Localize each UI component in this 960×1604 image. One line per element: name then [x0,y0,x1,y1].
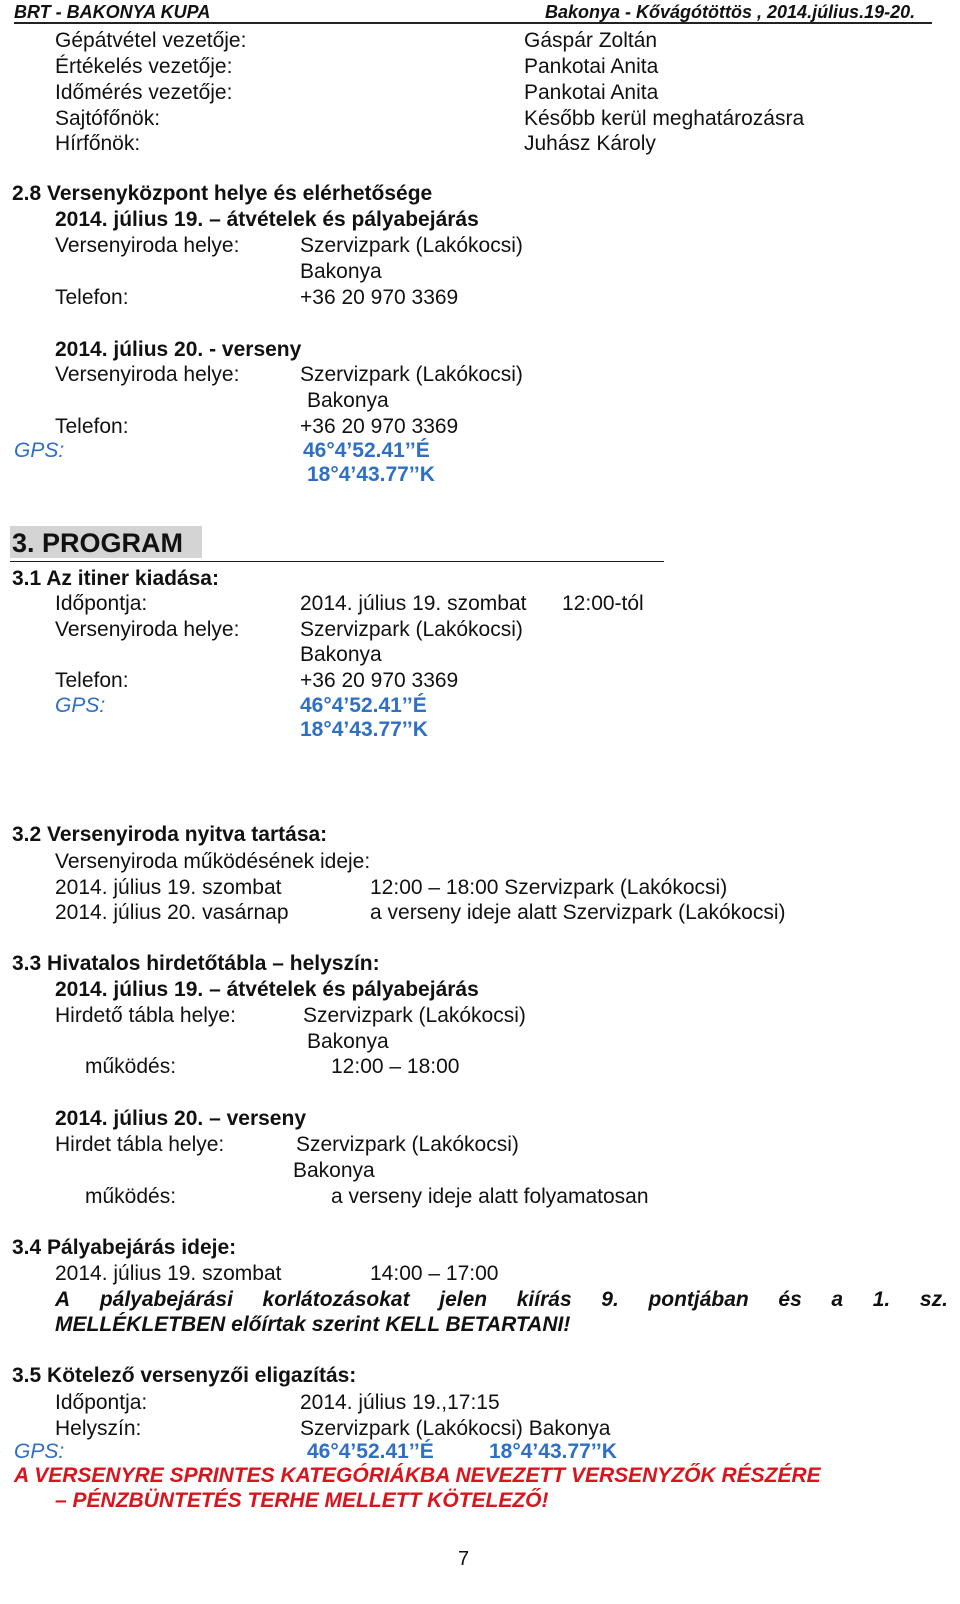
header-right: Bakonya - Kővágótöttös , 2014.július.19-20. [545,2,916,22]
phone-label: Telefon: [55,415,129,438]
phone-label: Telefon: [55,286,129,309]
official-role: Hírfőnök: [55,132,141,155]
header-left: BRT - BAKONYA KUPA [14,2,211,22]
gps-latitude: 46°4’52.41’’É [307,1440,434,1463]
section-2-8-title: 2.8 Versenyközpont helye és elérhetősége [12,182,433,205]
operation-label: működés: [85,1055,177,1078]
office-city: Bakonya [307,389,389,412]
official-name: Gáspár Zoltán [524,29,658,52]
phone-value: +36 20 970 3369 [300,669,459,692]
gps-label: GPS: [14,439,65,462]
briefing-place-value: Szervizpark (Lakókocsi) Bakonya [300,1417,611,1440]
office-hours-info: 12:00 – 18:00 Szervizpark (Lakókocsi) [370,876,728,899]
time-value: 2014. július 19. szombat [300,592,527,615]
board-label: Hirdet tábla helye: [55,1133,225,1156]
section-3-2-title: 3.2 Versenyiroda nyitva tartása: [12,823,328,846]
day2-heading: 2014. július 20. – verseny [55,1107,306,1130]
office-hours-day: 2014. július 19. szombat [55,876,282,899]
office-city: Bakonya [300,643,382,666]
gps-label: GPS: [14,1440,65,1463]
notice-word: és [778,1288,802,1311]
operation-value: 12:00 – 18:00 [331,1055,460,1078]
official-role: Időmérés vezetője: [55,81,233,104]
section-3-5-title: 3.5 Kötelező versenyzői eligazítás: [12,1364,357,1387]
briefing-time-label: Időpontja: [55,1391,148,1414]
day1-heading: 2014. július 19. – átvételek és pályabejárás [55,978,479,1001]
warning-line-2: – PÉNZBÜNTETÉS TERHE MELLETT KÖTELEZŐ! [55,1489,549,1512]
office-value: Szervizpark (Lakókocsi) [300,363,523,386]
phone-label: Telefon: [55,669,129,692]
board-value: Szervizpark (Lakókocsi) [303,1004,526,1027]
office-hours-info: a verseny ideje alatt Szervizpark (Lakókocsi) [370,901,786,924]
office-value: Szervizpark (Lakókocsi) [300,618,523,641]
operation-label: működés: [85,1185,177,1208]
office-label: Versenyiroda helye: [55,363,240,386]
briefing-place-label: Helyszín: [55,1417,142,1440]
gps-label: GPS: [55,694,106,717]
office-label: Versenyiroda helye: [55,618,240,641]
office-label: Versenyiroda helye: [55,234,240,257]
operation-value: a verseny ideje alatt folyamatosan [331,1185,649,1208]
notice-word: kiírás [516,1288,572,1311]
day1-heading: 2014. július 19. – átvételek és pályabejárás [55,208,479,231]
phone-value: +36 20 970 3369 [300,286,459,309]
board-value: Szervizpark (Lakókocsi) [296,1133,519,1156]
notice-word: 9. [601,1288,619,1311]
notice-word: pontjában [648,1288,749,1311]
board-city: Bakonya [293,1159,375,1182]
gps-longitude: 18°4’43.77’’K [307,463,435,486]
notice-word: jelen [439,1288,488,1311]
gps-longitude: 18°4’43.77’’K [489,1440,617,1463]
warning-line-1: A VERSENYRE SPRINTES KATEGÓRIÁKBA NEVEZETT VERSENYZŐK RÉSZÉRE [14,1464,821,1487]
official-name: Pankotai Anita [524,55,659,78]
official-name: Juhász Károly [524,132,656,155]
notice-line-2: MELLÉKLETBEN előírtak szerint KELL BETARTANI! [55,1313,571,1336]
official-name: Később kerül meghatározásra [524,107,805,130]
inspection-time: 14:00 – 17:00 [370,1262,499,1285]
time-label: Időpontja: [55,592,148,615]
office-hours-day: 2014. július 20. vasárnap [55,901,289,924]
inspection-day: 2014. július 19. szombat [55,1262,282,1285]
notice-word: pályabejárási [99,1288,233,1311]
header-rule [14,22,932,24]
gps-longitude: 18°4’43.77’’K [300,718,428,741]
notice-line-1 [55,1289,948,1310]
board-label: Hirdető tábla helye: [55,1004,236,1027]
gps-latitude: 46°4’52.41’’É [303,439,430,462]
section-3-4-title: 3.4 Pályabejárás ideje: [12,1236,237,1259]
office-city: Bakonya [300,260,382,283]
section-3-1-title: 3.1 Az itiner kiadása: [12,567,219,590]
official-role: Sajtófőnök: [55,107,161,130]
notice-word: a [831,1288,844,1311]
notice-word: korlátozásokat [262,1288,410,1311]
gps-latitude: 46°4’52.41’’É [300,694,427,717]
office-hours-subtitle: Versenyiroda működésének ideje: [55,850,371,873]
time-from: 12:00-tól [562,592,644,615]
notice-word: 1. [872,1288,891,1311]
day2-heading: 2014. július 20. - verseny [55,338,302,361]
official-role: Gépátvétel vezetője: [55,29,247,52]
notice-word: sz. [919,1288,948,1311]
briefing-time-value: 2014. július 19.,17:15 [300,1391,500,1414]
notice-word: A [55,1288,71,1311]
section-3-3-title: 3.3 Hivatalos hirdetőtábla – helyszín: [12,952,380,975]
program-title: 3. PROGRAM [12,528,184,558]
phone-value: +36 20 970 3369 [300,415,459,438]
board-city: Bakonya [307,1030,389,1053]
page-number: 7 [458,1548,470,1570]
official-role: Értékelés vezetője: [55,55,233,78]
program-rule [10,561,664,562]
official-name: Pankotai Anita [524,81,659,104]
office-value: Szervizpark (Lakókocsi) [300,234,523,257]
